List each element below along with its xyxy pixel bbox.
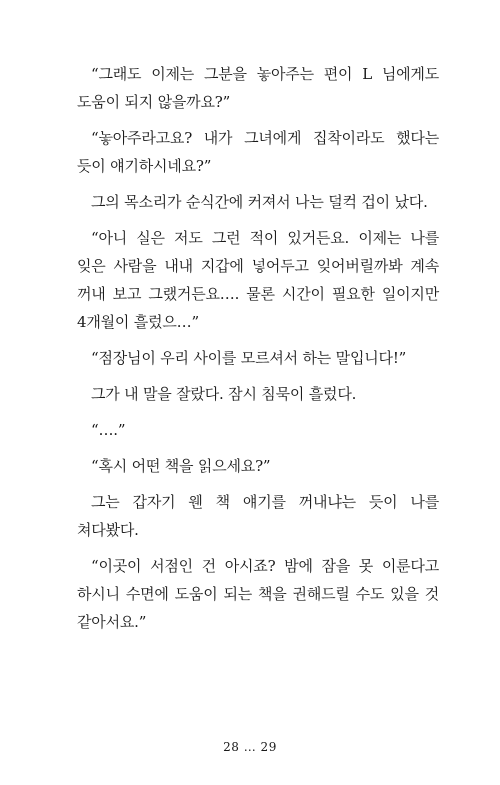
body-text xyxy=(77,60,439,644)
paragraph: 그의 목소리가 순식간에 커져서 나는 덜컥 겁이 났다. xyxy=(91,193,428,211)
paragraph: “혹시 어떤 책을 읽으세요?” xyxy=(91,457,271,475)
paragraph: “그래도 이제는 그분을 놓아주는 편이 L 님에게도 도움이 되지 않을까요?” xyxy=(77,65,439,111)
paragraph: “아니 실은 저도 그런 적이 있거든요. 이제는 나를 잊은 사람을 내내 지갑에 넣어두고 잊어버릴까봐 계속 꺼내 보고 그랬거든요…. 물론 시간이 필요한 일이지만 4개월이 흘렀으…” xyxy=(77,229,439,331)
paragraph: “놓아주라고요? 내가 그녀에게 집착이라도 했다는 듯이 얘기하시네요?” xyxy=(77,129,439,175)
paragraph: “이곳이 서점인 건 아시죠? 밤에 잠을 못 이룬다고 하시니 수면에 도움이 되는 책을 권해드릴 수도 있을 것 같아서요.” xyxy=(77,557,439,631)
paragraph: 그는 갑자기 웬 책 얘기를 꺼내냐는 듯이 나를 쳐다봤다. xyxy=(77,493,439,539)
paragraph: “….” xyxy=(91,421,126,439)
paragraph: 그가 내 말을 잘랐다. 잠시 침묵이 흘렀다. xyxy=(91,385,357,403)
paragraph: “점장님이 우리 사이를 모르셔서 하는 말입니다!” xyxy=(91,349,407,367)
page-number: 28 … 29 xyxy=(223,740,277,754)
